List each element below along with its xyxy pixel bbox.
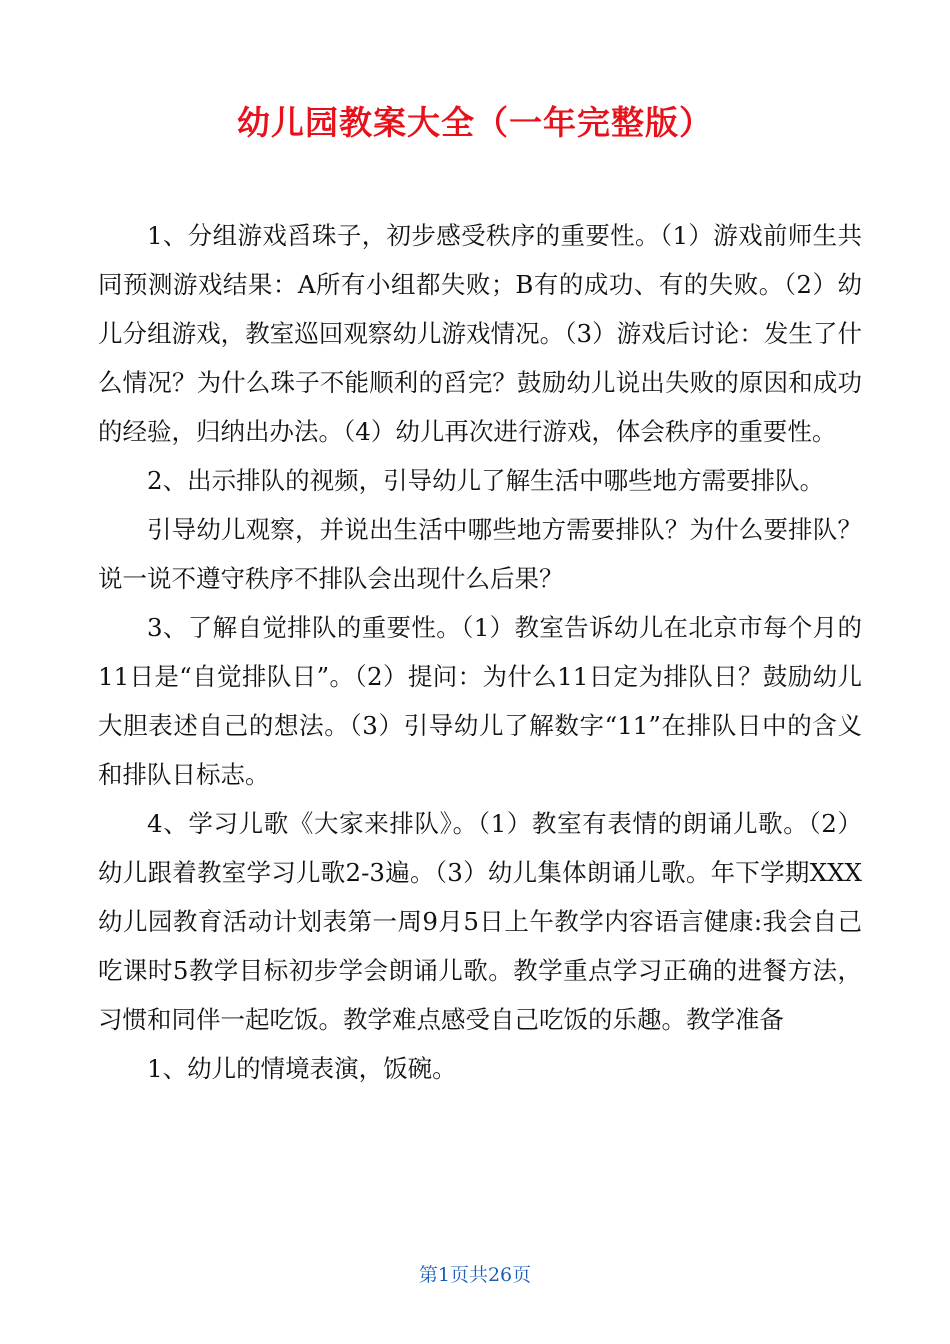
- paragraph-4: 3、了解自觉排队的重要性。（1）教室告诉幼儿在北京市每个月的11日是“自觉排队日”。（2）提问：为什么11日定为排队日？鼓励幼儿大胆表述自己的想法。（3）引导幼儿了解数字“11”在排队日中的含义和排队日标志。: [98, 613, 862, 789]
- paragraph-5: 4、学习儿歌《大家来排队》。（1）教室有表情的朗诵儿歌。（2）幼儿跟着教室学习儿歌2-3遍。（3）幼儿集体朗诵儿歌。年下学期XXX幼儿园教育活动计划表第一周9月5日上午教学内容语言健康:我会自己吃课时5教学目标初步学会朗诵儿歌。教学重点学习正确的进餐方法，习惯和同伴一起吃饭。教学难点感受自己吃饭的乐趣。教学准备: [98, 809, 862, 1034]
- page-number-footer: 第1页共26页: [418, 1264, 532, 1286]
- paragraph-1: 1、分组游戏舀珠子，初步感受秩序的重要性。（1）游戏前师生共同预测游戏结果：A所有小组都失败；B有的成功、有的失败。（2）幼儿分组游戏，教室巡回观察幼儿游戏情况。（3）游戏后讨论：发生了什么情况？为什么珠子不能顺利的舀完？鼓励幼儿说出失败的原因和成功的经验，归纳出办法。（4）幼儿再次进行游戏，体会秩序的重要性。: [98, 221, 862, 446]
- document-title: 幼儿园教案大全（一年完整版）: [237, 103, 713, 142]
- document-body: [98, 211, 862, 1093]
- paragraph-6: 1、幼儿的情境表演，饭碗。: [147, 1054, 457, 1083]
- paragraph-2: 2、出示排队的视频，引导幼儿了解生活中哪些地方需要排队。: [147, 466, 825, 495]
- paragraph-3: 引导幼儿观察，并说出生活中哪些地方需要排队？为什么要排队？说一说不遵守秩序不排队会出现什么后果？: [98, 515, 862, 593]
